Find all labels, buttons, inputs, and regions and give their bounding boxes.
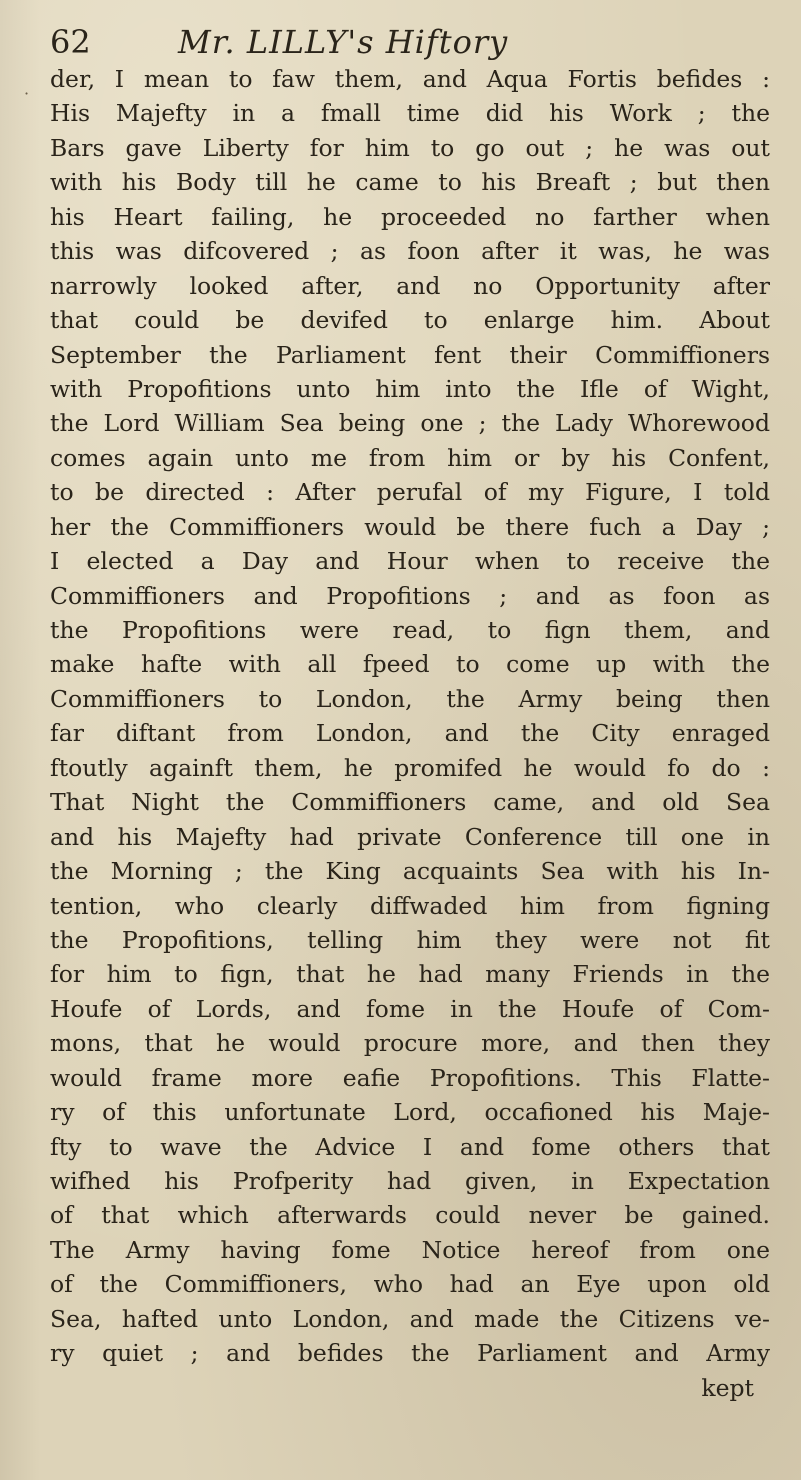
- text-line: September the Parliament fent their Commiffioners: [50, 340, 770, 369]
- text-line: her the Commiffioners would be there fuch a Day ;: [50, 512, 770, 541]
- text-line: of that which afterwards could never be gained.: [50, 1201, 770, 1230]
- text-line: the Propofitions, telling him they were not fit: [50, 925, 770, 954]
- text-line: his Heart failing, he proceeded no farther when: [50, 202, 770, 231]
- text-line: for him to fign, that he had many Friends in the: [50, 960, 770, 989]
- text-line: the Propofitions were read, to fign them, and: [50, 616, 770, 644]
- running-title: Mr. LILLY's Hiftory: [178, 23, 509, 61]
- body-text: [50, 62, 770, 1405]
- text-line: His Majefty in a fmall time did his Work ; the: [50, 99, 770, 128]
- text-line: der, I mean to faw them, and Aqua Fortis befides :: [50, 65, 770, 93]
- text-line: The Army having fome Notice hereof from one: [50, 1235, 770, 1264]
- text-line: the Lord William Sea being one ; the Lady Whorewood: [50, 409, 770, 438]
- text-line: Houfe of Lords, and fome in the Houfe of Com-: [50, 994, 770, 1023]
- page-number: 62: [50, 23, 91, 61]
- text-line: would frame more eafie Propofitions. This Flatte-: [50, 1063, 770, 1092]
- text-line: I elected a Day and Hour when to receive the: [50, 547, 770, 576]
- text-line: to be directed : After perufal of my Figure, I told: [50, 478, 770, 507]
- text-line: Commiffioners to London, the Army being then: [50, 684, 770, 713]
- text-line: tention, who clearly diffwaded him from figning: [50, 891, 770, 920]
- text-line: of the Commiffioners, who had an Eye upon old: [50, 1270, 770, 1299]
- text-line: Commiffioners and Propofitions ; and as foon as: [50, 581, 770, 610]
- text-line: mons, that he would procure more, and then they: [50, 1029, 770, 1058]
- text-line: the Morning ; the King acquaints Sea with his In-: [50, 857, 770, 886]
- text-line: that could be devifed to enlarge him. About: [50, 306, 770, 335]
- text-line: with his Body till he came to his Breaft ; but then: [50, 168, 770, 197]
- text-line: far diftant from London, and the City enraged: [50, 719, 770, 748]
- text-line: ry of this unfortunate Lord, occafioned his Maje-: [50, 1098, 770, 1127]
- text-line: narrowly looked after, and no Opportunity after: [50, 271, 770, 300]
- text-line: fty to wave the Advice I and fome others that: [50, 1132, 770, 1161]
- text-line: this was difcovered ; as foon after it was, he was: [50, 237, 770, 266]
- text-line: comes again unto me from him or by his Confent,: [50, 443, 770, 472]
- text-line: wifhed his Profperity had given, in Expectation: [50, 1167, 770, 1195]
- catchword: kept: [701, 1373, 754, 1402]
- text-line: ftoutly againft them, he promifed he would fo do :: [50, 753, 770, 782]
- running-head: [50, 20, 770, 64]
- text-line: ry quiet ; and befides the Parliament and Army: [50, 1339, 770, 1368]
- text-line: with Propofitions unto him into the Ifle of Wight,: [50, 374, 770, 403]
- text-line: That Night the Commiffioners came, and old Sea: [50, 788, 770, 817]
- text-line: Bars gave Liberty for him to go out ; he was out: [50, 133, 770, 162]
- margin-mark: ·: [24, 84, 30, 103]
- text-line: make hafte with all fpeed to come up with the: [50, 650, 770, 679]
- text-line: Sea, hafted unto London, and made the Citizens ve-: [50, 1304, 770, 1333]
- text-line: and his Majefty had private Conference till one in: [50, 822, 770, 851]
